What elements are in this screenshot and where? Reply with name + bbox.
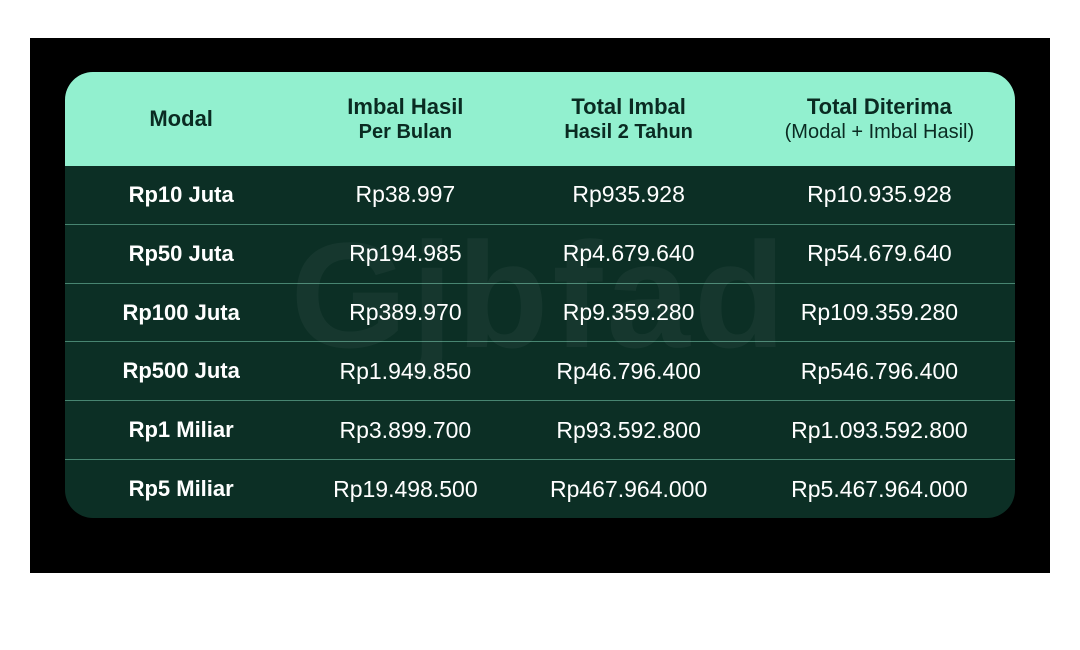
cell-imbal-hasil-per-bulan: Rp38.997 [355,181,456,208]
column-header-total-imbal-hasil-2-tahun [513,94,743,144]
table-row [65,225,1015,284]
table-row [65,401,1015,460]
cell-total-imbal-hasil: Rp935.928 [572,181,685,208]
cell-total-imbal-hasil: Rp467.964.000 [549,475,708,502]
cell-modal: Rp1 Miliar [128,417,234,443]
table-row [65,284,1015,343]
cell-total-imbal-hasil: Rp46.796.400 [556,357,701,384]
column-header-total-imbal-sub: Hasil 2 Tahun [564,120,693,143]
column-header-total-diterima [744,94,1015,144]
column-header-imbal-hasil-label: Imbal Hasil [347,94,464,120]
cell-total-diterima: Rp54.679.640 [807,240,952,267]
column-header-modal-label: Modal [149,106,213,132]
column-header-imbal-hasil-sub: Per Bulan [358,120,453,143]
cell-total-diterima: Rp10.935.928 [807,181,952,208]
column-header-modal [65,106,297,132]
cell-modal: Rp50 Juta [128,240,234,266]
cell-imbal-hasil-per-bulan: Rp1.949.850 [339,357,472,384]
yield-table [65,72,1015,518]
cell-imbal-hasil-per-bulan: Rp3.899.700 [339,416,472,443]
table-row [65,460,1015,518]
cell-modal: Rp5 Miliar [128,476,234,502]
cell-total-diterima: Rp109.359.280 [800,299,959,326]
table-row [65,166,1015,225]
cell-imbal-hasil-per-bulan: Rp389.970 [349,299,462,326]
cell-imbal-hasil-per-bulan: Rp194.985 [349,240,462,267]
cell-total-diterima: Rp5.467.964.000 [791,475,968,502]
cell-imbal-hasil-per-bulan: Rp19.498.500 [333,475,478,502]
column-header-imbal-hasil-per-bulan [297,94,513,144]
cell-total-diterima: Rp546.796.400 [800,357,959,384]
table-body [65,166,1015,518]
column-header-total-diterima-sub: (Modal + Imbal Hasil) [784,120,975,143]
cell-modal: Rp500 Juta [122,358,240,384]
cell-modal: Rp100 Juta [122,299,240,325]
cell-total-imbal-hasil: Rp93.592.800 [556,416,701,443]
table-row [65,342,1015,401]
column-header-total-diterima-label: Total Diterima [806,94,952,120]
cell-total-imbal-hasil: Rp4.679.640 [562,240,695,267]
column-header-total-imbal-label: Total Imbal [571,94,686,120]
cell-modal: Rp10 Juta [128,181,234,207]
cell-total-imbal-hasil: Rp9.359.280 [562,299,695,326]
table-header-row [65,72,1015,166]
cell-total-diterima: Rp1.093.592.800 [791,416,968,443]
